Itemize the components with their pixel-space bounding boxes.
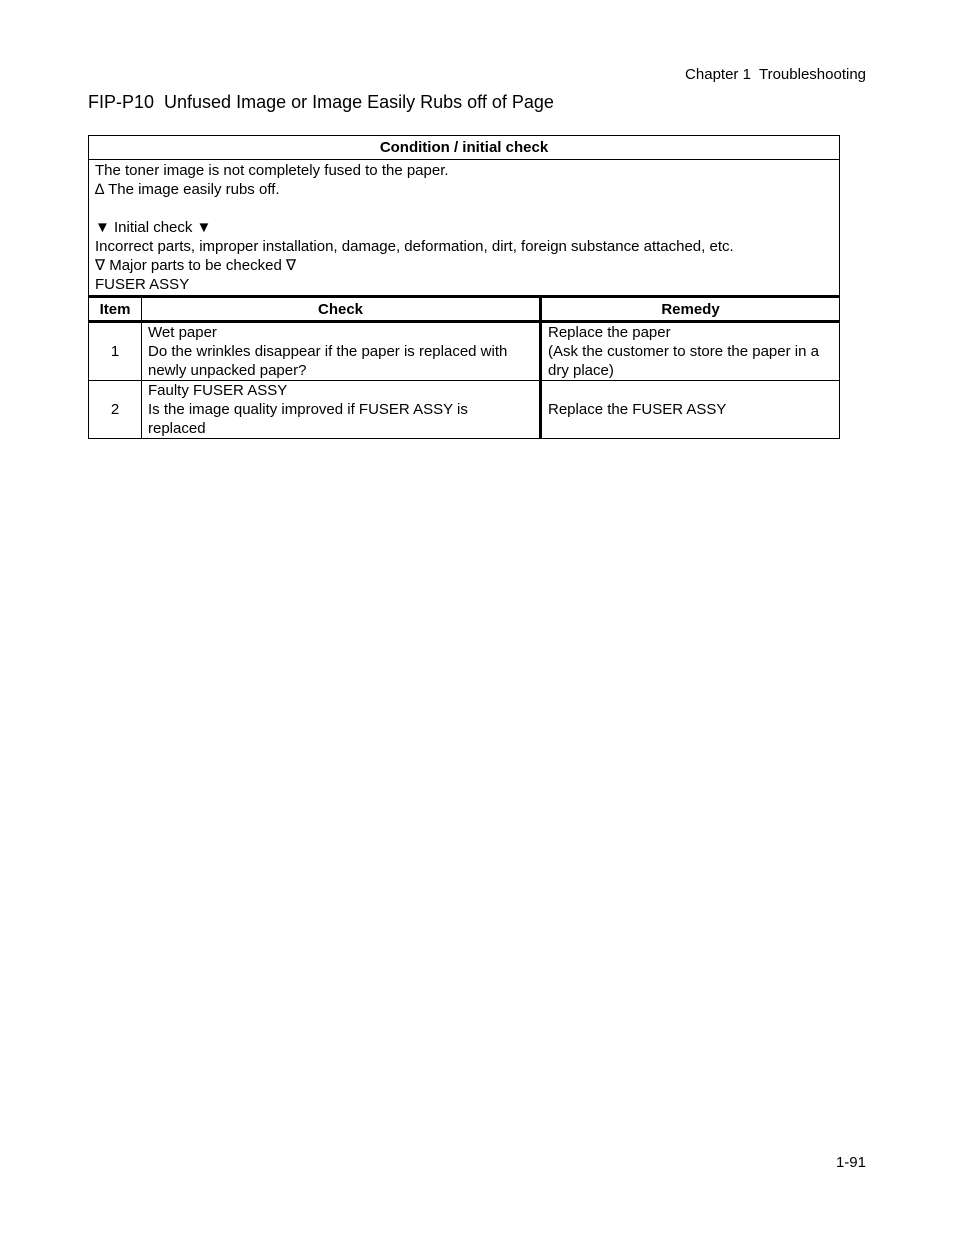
condition-line bbox=[95, 199, 833, 218]
check-line: Is the image quality improved if FUSER ASSY is bbox=[148, 401, 468, 418]
check-line: Wet paper bbox=[148, 324, 217, 341]
condition-line: FUSER ASSY bbox=[95, 276, 190, 293]
condition-line: ∇ Major parts to be checked ∇ bbox=[95, 257, 296, 274]
column-header-remedy: Remedy bbox=[541, 297, 840, 322]
remedy-cell bbox=[541, 322, 840, 381]
column-header-check: Check bbox=[142, 297, 541, 322]
page-number: 1-91 bbox=[835, 1154, 866, 1171]
condition-line: The toner image is not completely fused to the paper. bbox=[95, 162, 449, 179]
condition-line: Incorrect parts, improper installation, damage, deformation, dirt, foreign substance attached, etc. bbox=[95, 238, 734, 255]
page-title: FIP-P10 Unfused Image or Image Easily Rubs off of Page bbox=[88, 92, 554, 112]
check-cell bbox=[142, 322, 541, 381]
condition-body bbox=[89, 160, 840, 297]
remedy-line: Replace the FUSER ASSY bbox=[548, 401, 727, 418]
condition-heading: Condition / initial check bbox=[89, 136, 840, 160]
remedy-cell bbox=[541, 381, 840, 439]
remedy-line: (Ask the customer to store the paper in a bbox=[548, 343, 819, 360]
item-number: 2 bbox=[89, 381, 142, 439]
check-cell bbox=[142, 381, 541, 439]
column-header-item: Item bbox=[89, 297, 142, 322]
check-line: Do the wrinkles disappear if the paper is replaced with bbox=[148, 343, 508, 360]
condition-line: ∆ The image easily rubs off. bbox=[95, 181, 280, 198]
item-number: 1 bbox=[89, 322, 142, 381]
condition-line: ▼ Initial check ▼ bbox=[95, 219, 212, 236]
check-line: replaced bbox=[148, 420, 206, 437]
column-header-row bbox=[89, 297, 840, 322]
troubleshooting-table bbox=[88, 135, 840, 439]
remedy-line: dry place) bbox=[548, 362, 614, 379]
chapter-header: Chapter 1 Troubleshooting bbox=[685, 66, 866, 83]
check-line: Faulty FUSER ASSY bbox=[148, 382, 288, 399]
check-line: newly unpacked paper? bbox=[148, 362, 307, 379]
remedy-line: Replace the paper bbox=[548, 324, 671, 341]
table-row bbox=[89, 322, 840, 381]
table-row bbox=[89, 381, 840, 439]
